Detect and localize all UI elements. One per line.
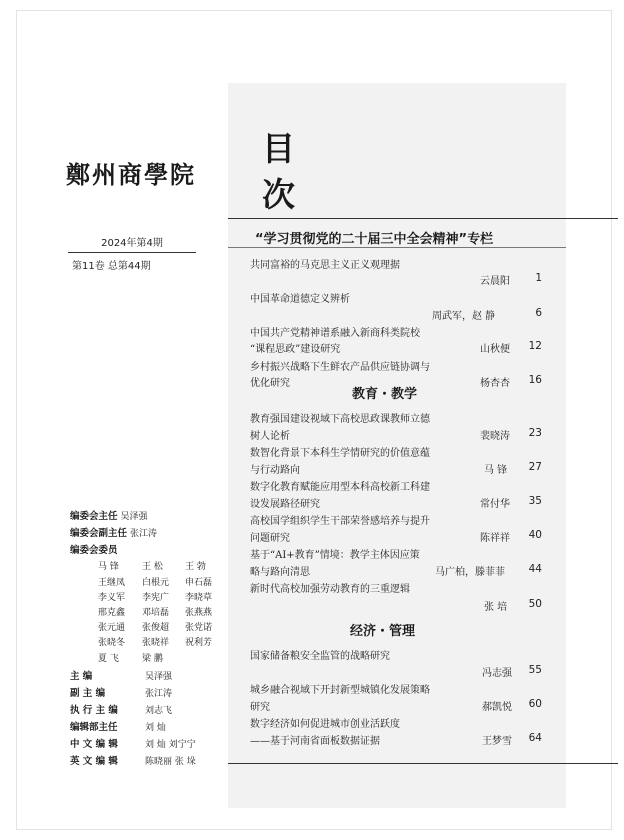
board-chief-label: 编委会主任 — [70, 511, 118, 522]
board-member: 祝利芳 — [185, 638, 213, 648]
deputy-editor-label: 副 主 编 — [70, 688, 106, 699]
toc-article-title[interactable]: 数字经济如何促进城市创业活跃度 — [250, 719, 400, 730]
toc-article-page: 12 — [528, 340, 542, 352]
board-member: 张俊超 — [142, 623, 170, 633]
board-chief — [70, 508, 148, 522]
toc-article-title[interactable]: 国家储备粮安全监管的战略研究 — [250, 651, 390, 662]
board-member: 王 松 — [142, 562, 163, 572]
toc-article-author: 周武军，赵 静 — [432, 311, 496, 322]
toc-article-author: 陈祥祥 — [480, 533, 510, 544]
toc-article-title[interactable]: 新时代高校加强劳动教育的三重逻辑 — [250, 584, 410, 595]
chinese-editor-label: 中 文 编 辑 — [70, 739, 118, 750]
executive-editor — [70, 702, 172, 716]
toc-article-page: 40 — [528, 529, 542, 541]
toc-article-author: 张 培 — [484, 602, 508, 613]
section-heading-economy: 经济・管理 — [350, 624, 416, 639]
board-member: 梁 鹏 — [142, 654, 163, 664]
toc-article-title[interactable]: 与行动路向 — [250, 465, 300, 476]
board-member: 马 锋 — [98, 562, 119, 572]
editor-in-chief-name: 吴泽强 — [145, 672, 173, 682]
issue-number: 2024年第4期 — [68, 234, 196, 253]
english-editor — [70, 753, 196, 767]
toc-article-title[interactable]: 共同富裕的马克思主义正义观理据 — [250, 260, 400, 271]
board-member: 张燕燕 — [185, 608, 213, 618]
board-member: 王 勃 — [185, 562, 206, 572]
section-heading-education: 教育・教学 — [352, 387, 418, 402]
volume-number: 第11卷 总第44期 — [72, 261, 151, 272]
board-member: 王继凤 — [98, 578, 126, 588]
toc-article-page: 64 — [528, 732, 542, 744]
board-member: 邢克鑫 — [98, 608, 126, 618]
toc-article-page: 50 — [528, 598, 542, 610]
editor-in-chief — [70, 668, 172, 682]
toc-article-page: 35 — [528, 495, 542, 507]
deputy-editor — [70, 685, 172, 699]
board-member: 张晓冬 — [98, 638, 126, 648]
toc-article-title[interactable]: 略与路向清思 — [250, 567, 310, 578]
board-members-label: 编委会委员 — [70, 545, 118, 556]
board-member: 张党诺 — [185, 623, 213, 633]
toc-article-author: 杨杏杏 — [480, 378, 510, 389]
toc-article-page: 55 — [528, 664, 542, 676]
chinese-editor — [70, 736, 196, 750]
executive-editor-name: 刘志飞 — [145, 706, 173, 716]
deputy-editor-name: 张江涛 — [145, 689, 173, 699]
board-vice-chief — [70, 525, 157, 539]
toc-article-page: 23 — [528, 427, 542, 439]
board-member: 李义军 — [98, 593, 126, 603]
board-member: 张晓祥 — [142, 638, 170, 648]
board-member: 李宪广 — [142, 593, 170, 603]
department-head-name: 刘 灿 — [145, 723, 166, 733]
toc-article-title[interactable]: 问题研究 — [250, 533, 290, 544]
toc-article-author: 裴晓涛 — [480, 431, 510, 442]
bottom-rule — [228, 763, 618, 764]
toc-article-title[interactable]: 研究 — [250, 702, 270, 713]
section-heading-special-column: “学习贯彻党的二十届三中全会精神”专栏 — [255, 232, 494, 247]
toc-article-page: 6 — [535, 307, 542, 319]
toc-article-page: 1 — [535, 272, 542, 284]
board-member: 夏 飞 — [98, 654, 119, 664]
toc-title-ci: 次 — [262, 175, 295, 214]
toc-article-author: 山秋便 — [480, 344, 510, 355]
english-editor-label: 英 文 编 辑 — [70, 756, 118, 767]
toc-article-title[interactable]: 中国共产党精神谱系融入新商科类院校 — [250, 328, 420, 339]
toc-article-page: 27 — [528, 461, 542, 473]
toc-article-author: 王梦雪 — [482, 736, 512, 747]
toc-article-title[interactable]: 教育强国建设视域下高校思政课教师立德 — [250, 414, 430, 425]
english-editor-names: 陈晓丽 张 垛 — [145, 757, 196, 767]
board-members-heading — [70, 542, 118, 556]
board-chief-name: 吴泽强 — [120, 512, 148, 522]
toc-article-title[interactable]: 树人论析 — [250, 431, 290, 442]
board-member: 邓培磊 — [142, 608, 170, 618]
board-member: 张元通 — [98, 623, 126, 633]
journal-title: 鄭州商學院 — [66, 160, 196, 189]
department-head — [70, 719, 166, 733]
toc-article-title[interactable]: ——基于河南省面板数据证据 — [250, 736, 380, 747]
toc-article-title[interactable]: “课程思政”建设研究 — [250, 344, 341, 355]
toc-article-title[interactable]: 设发展路径研究 — [250, 499, 320, 510]
toc-article-title[interactable]: 基于“AI+教育”情境：教学主体因应策 — [250, 550, 420, 561]
chinese-editor-names: 刘 灿 刘宁宁 — [145, 740, 196, 750]
board-vice-name: 张江涛 — [130, 529, 158, 539]
executive-editor-label: 执 行 主 编 — [70, 705, 118, 716]
board-member: 李晓草 — [185, 593, 213, 603]
toc-article-page: 16 — [528, 374, 542, 386]
toc-article-title[interactable]: 中国革命道德定义辨析 — [250, 294, 350, 305]
toc-article-title[interactable]: 数智化背景下本科生学情研究的价值意蕴 — [250, 448, 430, 459]
toc-article-page: 60 — [528, 698, 542, 710]
toc-article-author: 冯志强 — [482, 668, 512, 679]
toc-article-page: 44 — [528, 563, 542, 575]
section-rule — [228, 247, 566, 248]
toc-article-author: 郝凯悦 — [482, 702, 512, 713]
toc-article-title[interactable]: 城乡融合视域下开封新型城镇化发展策略 — [250, 685, 430, 696]
toc-article-title[interactable]: 优化研究 — [250, 378, 290, 389]
board-member: 白根元 — [142, 578, 170, 588]
top-rule — [228, 218, 618, 219]
toc-article-title[interactable]: 数字化教育赋能应用型本科高校新工科建 — [250, 482, 430, 493]
board-vice-label: 编委会副主任 — [70, 528, 128, 539]
toc-article-author: 马广柏，滕菲菲 — [435, 567, 505, 578]
toc-article-author: 常付华 — [480, 499, 510, 510]
toc-title-mu: 目 — [262, 129, 295, 168]
toc-article-author: 云晨阳 — [480, 276, 510, 287]
issue-info — [68, 234, 196, 272]
toc-article-title[interactable]: 乡村振兴战略下生鲜农产品供应链协调与 — [250, 362, 430, 373]
editor-in-chief-label: 主 编 — [70, 671, 93, 682]
department-head-label: 编辑部主任 — [70, 722, 118, 733]
toc-article-author: 马 锋 — [484, 465, 508, 476]
toc-article-title[interactable]: 高校国学组织学生干部荣誉感培养与提升 — [250, 516, 430, 527]
board-member: 申石磊 — [185, 578, 213, 588]
